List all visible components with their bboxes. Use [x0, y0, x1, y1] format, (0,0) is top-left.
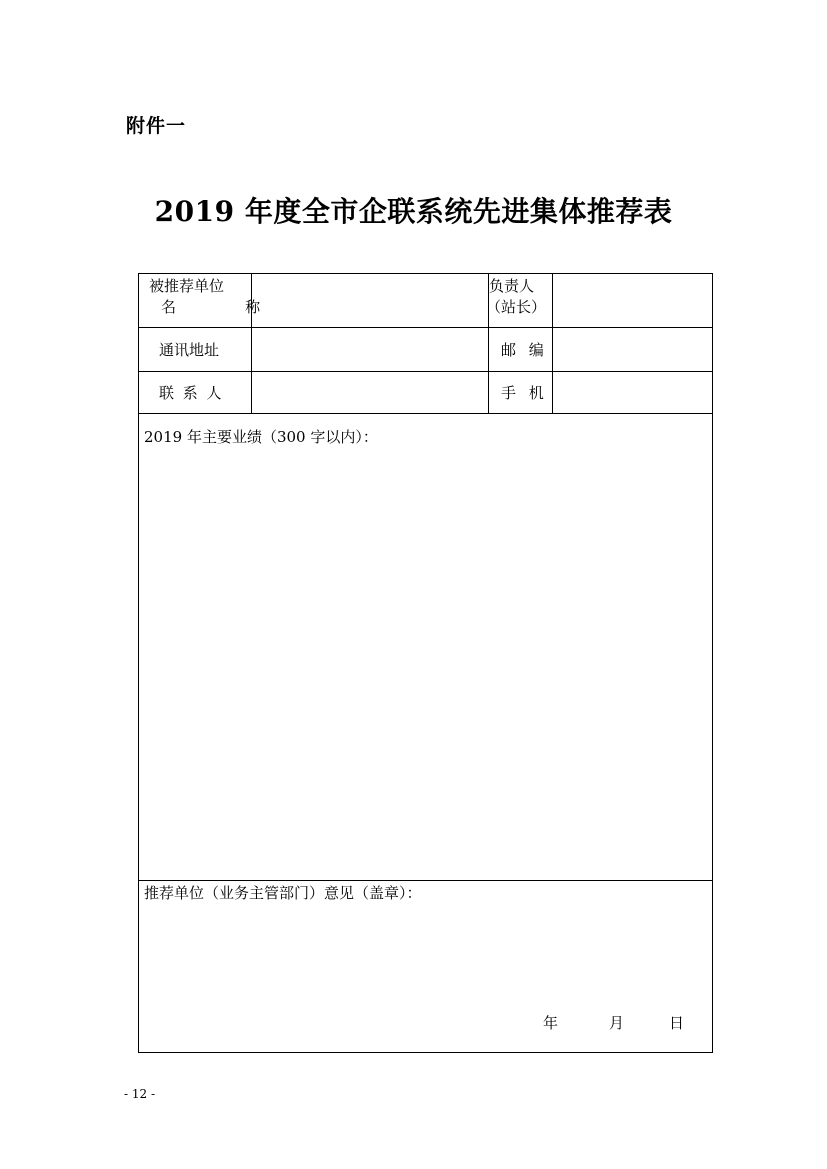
- date-month-label: 月: [609, 1014, 625, 1032]
- postcode-field[interactable]: [553, 328, 712, 371]
- date-day-label: 日: [669, 1014, 685, 1032]
- grid-line: [139, 880, 712, 881]
- opinion-label: 推荐单位（业务主管部门）意见（盖章）：: [144, 884, 422, 902]
- opinion-field[interactable]: [139, 906, 712, 1006]
- mobile-field[interactable]: [553, 372, 712, 413]
- contact-field[interactable]: [252, 372, 488, 413]
- address-field[interactable]: [252, 328, 488, 371]
- address-label: 通讯地址: [159, 341, 220, 359]
- attachment-label: 附件一: [126, 115, 187, 137]
- mobile-label: 手 机: [501, 384, 548, 402]
- unit-name-label-line2: 名 称: [161, 298, 271, 316]
- unit-name-label-line1: 被推荐单位: [149, 277, 225, 295]
- contact-label: 联 系 人: [159, 384, 224, 402]
- grid-line: [139, 413, 712, 414]
- achievements-field[interactable]: [139, 449, 712, 879]
- responsible-label-line2: （站长）: [486, 298, 547, 316]
- unit-name-field[interactable]: [252, 274, 488, 327]
- responsible-label: [486, 276, 552, 318]
- recommendation-form: [138, 273, 713, 1053]
- unit-name-label: [149, 276, 271, 318]
- page-title: 2019 年度全市企联系统先进集体推荐表: [154, 195, 673, 228]
- postcode-label: 邮 编: [501, 341, 548, 359]
- page-number: - 12 -: [124, 1087, 156, 1101]
- achievements-label: 2019 年主要业绩（300 字以内）：: [144, 428, 378, 446]
- date-year-label: 年: [543, 1014, 559, 1032]
- responsible-field[interactable]: [553, 274, 712, 327]
- responsible-label-line1: 负责人: [489, 277, 535, 295]
